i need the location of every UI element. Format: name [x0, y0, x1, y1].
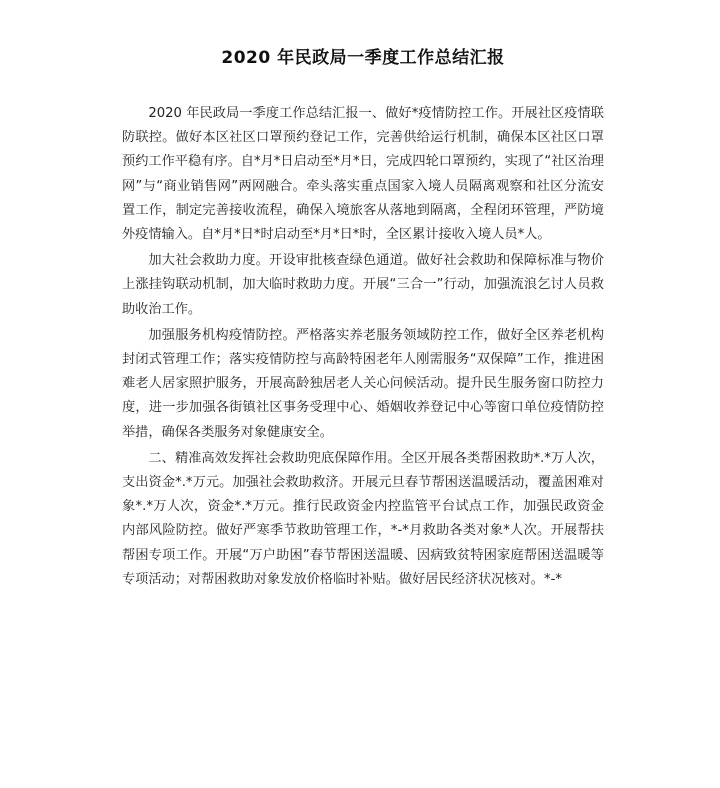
paragraph-epidemic-control: 2020 年民政局一季度工作总结汇报一、做好*疫情防控工作。开展社区疫情联防联控。做好本区社区口罩预约登记工作，完善供给运行机制，确保本区社区口罩预约工作平稳有序。自*月*日启动至*月*日，完成四轮口罩预约，实现了“社区治理网”与“商业销售网”两网融合。牵头落实重点国家入境人员隔离观察和社区分流安置工作，制定完善接收流程，确保入境旅客从落地到隔离，全程闭环管理，严防境外疫情输入。自*月*日*时启动至*月*日*时，全区累计接收入境人员*人。	[122, 106, 604, 243]
paragraph-social-assistance: 加大社会救助力度。开设审批核查绿色通道。做好社会救助和保障标准与物价上涨挂钩联动机制，加大临时救助力度。开展“三合一”行动，加强流浪乞讨人员救助收治工作。	[122, 253, 604, 317]
paragraph-safety-net: 二、精准高效发挥社会救助兜底保障作用。全区开展各类帮困救助*.*万人次，支出资金*.*万元。加强社会救助救济。开展元旦春节帮困送温暖活动，覆盖困难对象*.*万人次，资金*.*万元。推行民政资金内控监管平台试点工作，加强民政资金内部风险防控。做好严寒季节救助管理工作，*-*月救助各类对象*人次。开展帮扶帮困专项工作。开展“万户助困”春节帮困送温暖、因病致贫特困家庭帮困送温暖等专项活动；对帮困救助对象发放价格临时补贴。做好居民经济状况核对。*-*	[122, 450, 604, 587]
paragraph-service-institutions: 加强服务机构疫情防控。严格落实养老服务领域防控工作，做好全区养老机构封闭式管理工作；落实疫情防控与高龄特困老年人刚需服务“双保障”工作，推进困难老人居家照护服务，开展高龄独居老人关心问候活动。提升民生服务窗口防控力度，进一步加强各街镇社区事务受理中心、婚姻收养登记中心等窗口单位疫情防控举措，确保各类服务对象健康安全。	[122, 327, 604, 440]
document-title: 2020 年民政局一季度工作总结汇报	[221, 48, 505, 68]
